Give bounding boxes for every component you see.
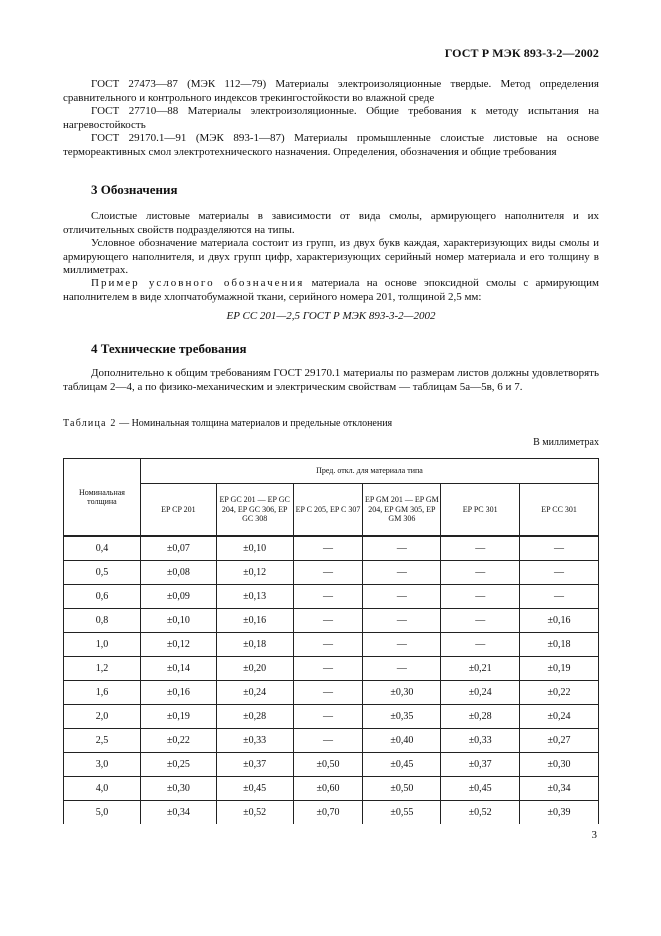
tolerance-cell: ±0,28 — [441, 705, 520, 729]
tolerance-cell: — — [441, 536, 520, 561]
tolerance-cell: ±0,30 — [363, 681, 441, 705]
tolerance-cell: ±0,14 — [140, 657, 216, 681]
tolerance-cell: ±0,34 — [140, 801, 216, 825]
section-3-paragraph-1: Слоистые листовые материалы в зависимости от вида смолы, армирующего наполнителя и их отличительных свойств подразделяются на типы. — [63, 210, 599, 236]
tolerance-cell: — — [441, 585, 520, 609]
tolerance-cell: ±0,18 — [520, 633, 599, 657]
table-row — [64, 753, 599, 777]
tolerance-cell: ±0,16 — [216, 609, 293, 633]
reference-gost-29170: ГОСТ 29170.1—91 (МЭК 893-1—87) Материалы промышленные слоистые листовые на основе термореактивных смол электротехнического назначения. Определения, обозначения и общие требования — [63, 132, 599, 158]
section-4-title: 4 Технические требования — [91, 341, 247, 356]
table-row — [64, 633, 599, 657]
example-label: Пример условного обозначения — [91, 277, 305, 289]
tolerance-cell: ±0,60 — [293, 777, 363, 801]
tolerance-cell: ±0,45 — [363, 753, 441, 777]
tolerance-cell: ±0,24 — [216, 681, 293, 705]
tolerance-cell: ±0,22 — [140, 729, 216, 753]
thickness-cell: 3,0 — [64, 753, 141, 777]
thickness-cell: 1,6 — [64, 681, 141, 705]
tolerance-cell: ±0,40 — [363, 729, 441, 753]
table-row — [64, 681, 599, 705]
tolerance-cell: ±0,12 — [140, 633, 216, 657]
tolerance-cell: ±0,18 — [216, 633, 293, 657]
table-row — [64, 536, 599, 561]
tolerance-cell: ±0,25 — [140, 753, 216, 777]
tolerance-cell: ±0,09 — [140, 585, 216, 609]
table-row — [64, 657, 599, 681]
tolerance-cell: ±0,33 — [216, 729, 293, 753]
tolerance-cell: ±0,45 — [441, 777, 520, 801]
section-4-paragraph-1: Дополнительно к общим требованиям ГОСТ 29170.1 материалы по размерам листов должны удовлетворять таблицам 2—4, а по физико-механическим и электрическим свойствам — таблицам 5а—5в, 6 и 7. — [63, 367, 599, 393]
thickness-cell: 5,0 — [64, 801, 141, 825]
column-header: EP C 205, EP C 307 — [293, 484, 363, 537]
tolerance-cell: — — [293, 536, 363, 561]
table-row — [64, 801, 599, 825]
tolerance-cell: ±0,37 — [441, 753, 520, 777]
tolerance-cell: ±0,16 — [140, 681, 216, 705]
table-row — [64, 729, 599, 753]
tolerance-cell: ±0,35 — [363, 705, 441, 729]
column-header: EP PC 301 — [441, 484, 520, 537]
tolerance-cell: ±0,30 — [140, 777, 216, 801]
tolerance-cell: ±0,55 — [363, 801, 441, 825]
tolerance-cell: ±0,70 — [293, 801, 363, 825]
thickness-cell: 0,8 — [64, 609, 141, 633]
table-units: В миллиметрах — [533, 437, 599, 448]
thickness-cell: 2,5 — [64, 729, 141, 753]
tolerance-cell: ±0,19 — [140, 705, 216, 729]
tolerance-cell: ±0,10 — [216, 536, 293, 561]
section-3-paragraph-2: Условное обозначение материала состоит из групп, из двух букв каждая, характеризующих виды смолы и армирующего наполнителя, и двух групп цифр, характеризующих серийный номер материала и его толщину в миллиметрах. — [63, 237, 599, 276]
tolerance-cell: ±0,52 — [441, 801, 520, 825]
designation-example — [63, 277, 599, 304]
tolerance-cell: ±0,50 — [293, 753, 363, 777]
table-caption — [63, 418, 392, 429]
section-3-title: 3 Обозначения — [91, 182, 178, 197]
thickness-cell: 1,2 — [64, 657, 141, 681]
tolerance-cell: ±0,22 — [520, 681, 599, 705]
tolerance-cell: — — [363, 561, 441, 585]
tolerance-cell: ±0,16 — [520, 609, 599, 633]
reference-gost-27710: ГОСТ 27710—88 Материалы электроизоляционные. Общие требования к методу испытания на нагревостойкость — [63, 105, 599, 131]
tolerance-cell: ±0,28 — [216, 705, 293, 729]
tolerance-cell: — — [363, 609, 441, 633]
tolerance-cell: — — [363, 633, 441, 657]
column-header: EP GC 201 — EP GC 204, EP GC 306, EP GC 308 — [216, 484, 293, 537]
tolerance-cell: ±0,52 — [216, 801, 293, 825]
table-row — [64, 777, 599, 801]
tolerance-cell: ±0,34 — [520, 777, 599, 801]
thickness-cell: 4,0 — [64, 777, 141, 801]
thickness-cell: 0,5 — [64, 561, 141, 585]
tolerance-cell: — — [293, 681, 363, 705]
table-row — [64, 585, 599, 609]
tolerance-cell: — — [293, 585, 363, 609]
tolerance-cell: ±0,21 — [441, 657, 520, 681]
page-number: 3 — [591, 829, 597, 841]
table-row — [64, 561, 599, 585]
table-row — [64, 609, 599, 633]
tolerance-cell: ±0,50 — [363, 777, 441, 801]
tolerance-cell: — — [293, 561, 363, 585]
tolerance-cell: ±0,13 — [216, 585, 293, 609]
tolerance-cell: ±0,10 — [140, 609, 216, 633]
tolerance-cell: ±0,24 — [441, 681, 520, 705]
tolerance-cell: ±0,37 — [216, 753, 293, 777]
tolerance-cell: ±0,30 — [520, 753, 599, 777]
tolerance-cell: — — [293, 609, 363, 633]
tolerance-cell: — — [293, 705, 363, 729]
column-header: EP CC 301 — [520, 484, 599, 537]
tolerance-cell: ±0,08 — [140, 561, 216, 585]
tolerance-cell: — — [441, 609, 520, 633]
tolerance-cell: — — [441, 561, 520, 585]
tolerance-cell: — — [293, 729, 363, 753]
tolerance-cell: ±0,45 — [216, 777, 293, 801]
table-caption-text: — Номинальная толщина материалов и предельные отклонения — [116, 418, 393, 429]
tolerance-cell: ±0,20 — [216, 657, 293, 681]
table-caption-label: Таблица 2 — [63, 418, 117, 429]
tolerance-cell: ±0,07 — [140, 536, 216, 561]
designation-formula: EP CC 201—2,5 ГОСТ Р МЭК 893-3-2—2002 — [226, 310, 436, 322]
tolerance-cell: — — [520, 536, 599, 561]
tolerance-cell: — — [363, 657, 441, 681]
column-header: EP CP 201 — [140, 484, 216, 537]
thickness-cell: 0,6 — [64, 585, 141, 609]
tolerance-cell: ±0,33 — [441, 729, 520, 753]
thickness-cell: 1,0 — [64, 633, 141, 657]
thickness-cell: 2,0 — [64, 705, 141, 729]
tolerance-cell: ±0,24 — [520, 705, 599, 729]
tolerance-cell: — — [293, 657, 363, 681]
tolerance-table — [63, 458, 599, 824]
reference-gost-27473: ГОСТ 27473—87 (МЭК 112—79) Материалы электроизоляционные твердые. Метод определения сравнительного и контрольного индексов трекингостойкости во влажной среде — [63, 78, 599, 104]
tolerance-cell: — — [363, 585, 441, 609]
tolerance-cell: ±0,39 — [520, 801, 599, 825]
header-tolerance-group: Пред. откл. для материала типа — [140, 459, 598, 484]
tolerance-cell: ±0,27 — [520, 729, 599, 753]
table-row — [64, 705, 599, 729]
thickness-cell: 0,4 — [64, 536, 141, 561]
tolerance-cell: — — [520, 561, 599, 585]
tolerance-cell: ±0,19 — [520, 657, 599, 681]
tolerance-cell: — — [293, 633, 363, 657]
example-text: материала на основе эпоксидной смолы с армирующим наполнителем в виде хлопчатобумажной ткани, серийного номера 201, толщиной 2,5 мм: — [63, 277, 599, 303]
header-nominal-thickness: Номинальная толщина — [64, 459, 141, 537]
document-header: ГОСТ Р МЭК 893-3-2—2002 — [444, 46, 599, 60]
tolerance-cell: — — [441, 633, 520, 657]
tolerance-cell: — — [363, 536, 441, 561]
tolerance-cell: — — [520, 585, 599, 609]
tolerance-cell: ±0,12 — [216, 561, 293, 585]
column-header: EP GM 201 — EP GM 204, EP GM 305, EP GM 306 — [363, 484, 441, 537]
